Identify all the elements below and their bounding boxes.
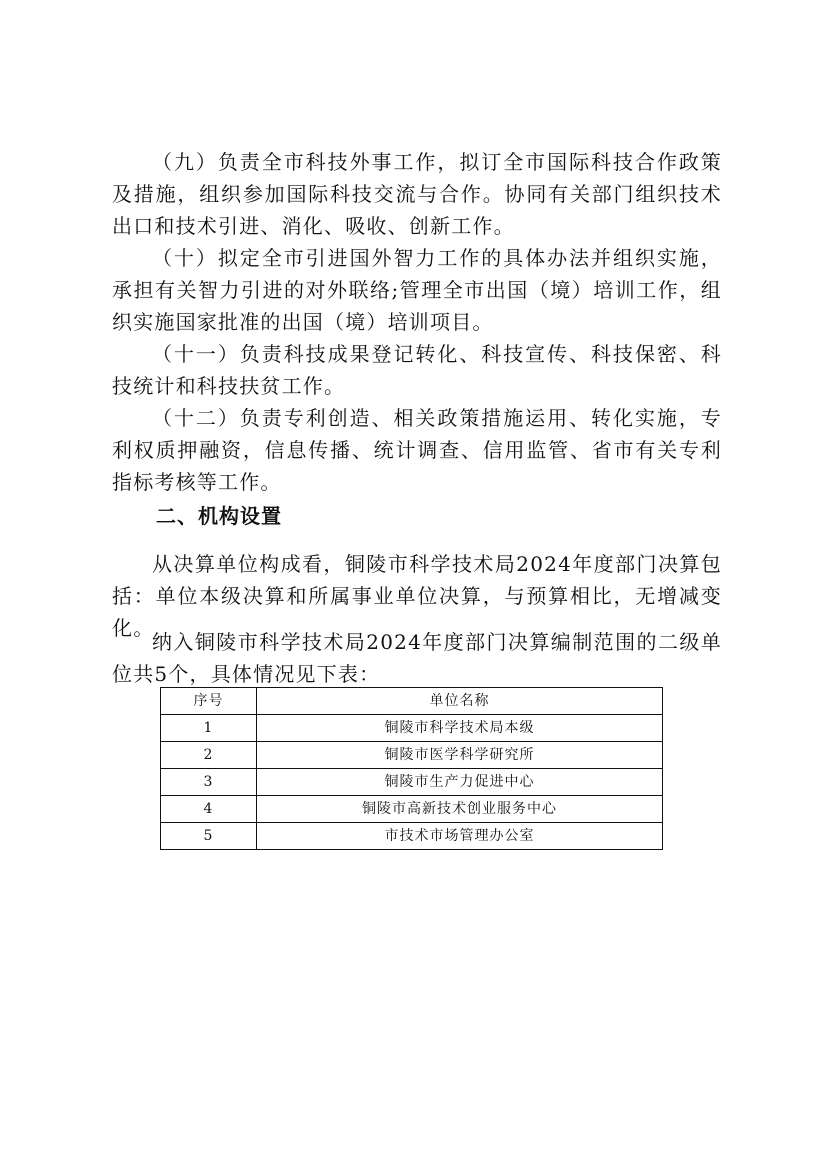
- paragraph-item-12: （十二）负责专利创造、相关政策措施运用、转化实施，专利权质押融资，信息传播、统计调查、信用监管、省市有关专利指标考核等工作。: [112, 406, 722, 494]
- row-unit-name: 铜陵市科学技术局本级: [257, 715, 663, 742]
- row-index: 1: [161, 715, 257, 742]
- row-unit-name: 市技术市场管理办公室: [257, 823, 663, 850]
- table-row: [161, 769, 663, 796]
- paragraph-item-10: （十）拟定全市引进国外智力工作的具体办法并组织实施，承担有关智力引进的对外联络;管理全市出国（境）培训工作，组织实施国家批准的出国（境）培训项目。: [112, 246, 722, 334]
- row-index: 3: [161, 769, 257, 796]
- row-unit-name: 铜陵市生产力促进中心: [257, 769, 663, 796]
- table-row: [161, 742, 663, 769]
- row-unit-name: 铜陵市高新技术创业服务中心: [257, 796, 663, 823]
- table-header-row: [161, 688, 663, 715]
- paragraph-unit-scope: 纳入铜陵市科学技术局2024年度部门决算编制范围的二级单位共5个，具体情况见下表：: [112, 630, 722, 686]
- section-heading: 二、机构设置: [156, 504, 282, 528]
- paragraph-item-9: （九）负责全市科技外事工作，拟订全市国际科技合作政策及措施，组织参加国际科技交流与合作。协同有关部门组织技术出口和技术引进、消化、吸收、创新工作。: [112, 150, 722, 238]
- paragraph-budget-composition: 从决算单位构成看，铜陵市科学技术局2024年度部门决算包括：单位本级决算和所属事业单位决算，与预算相比，无增减变化。: [112, 552, 722, 640]
- table-row: [161, 715, 663, 742]
- row-index: 5: [161, 823, 257, 850]
- column-header-unit-name: 单位名称: [257, 688, 663, 715]
- row-index: 2: [161, 742, 257, 769]
- paragraph-item-11: （十一）负责科技成果登记转化、科技宣传、科技保密、科技统计和科技扶贫工作。: [112, 342, 722, 398]
- column-header-index: 序号: [161, 688, 257, 715]
- row-unit-name: 铜陵市医学科学研究所: [257, 742, 663, 769]
- row-index: 4: [161, 796, 257, 823]
- units-table: [160, 687, 663, 850]
- table-row: [161, 823, 663, 850]
- table-row: [161, 796, 663, 823]
